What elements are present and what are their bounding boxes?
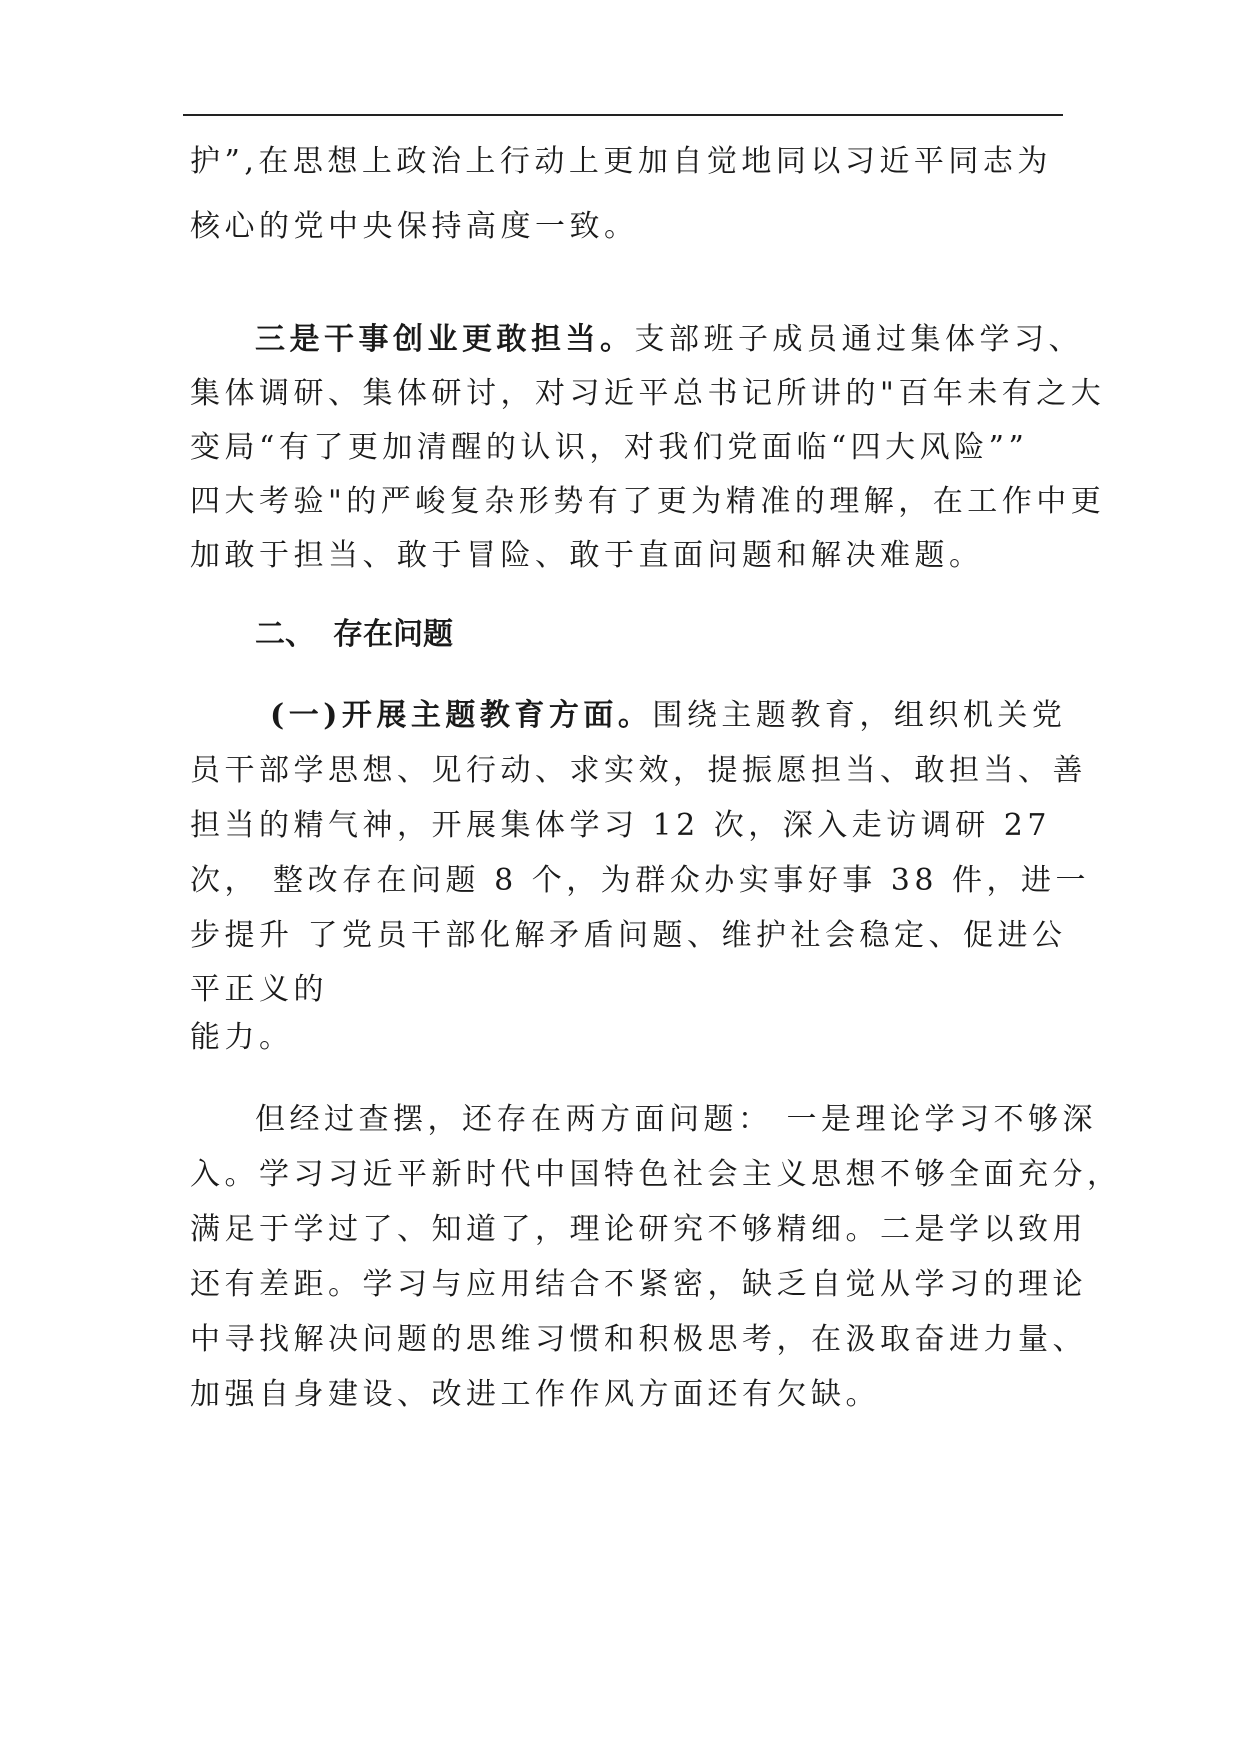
section-heading-title: 存在问题 — [333, 617, 453, 652]
section3-first-line — [255, 320, 1083, 360]
paragraph-line: 能力。 — [190, 1020, 294, 1055]
paragraph-line: 次， 整改存在问题 8 个，为群众办实事好事 38 件，进一 — [190, 863, 1090, 898]
paragraph-line: 中寻找解决问题的思维习惯和积极思考，在汲取奋进力量、 — [190, 1322, 1087, 1357]
paragraph-line: 加敢于担当、敢于冒险、敢于直面问题和解决难题。 — [190, 538, 984, 573]
paragraph-line: 四大考验"的严峻复杂形势有了更为精准的理解，在工作中更 — [190, 484, 1106, 519]
header-rule — [183, 114, 1063, 116]
paragraph-line: 变局“有了更加清醒的认识，对我们党面临“四大风险”” — [190, 430, 1029, 465]
paragraph-line: 员干部学思想、见行动、求实效，提振愿担当、敢担当、善 — [190, 753, 1087, 788]
paragraph-line: 还有差距。学习与应用结合不紧密，缺乏自觉从学习的理论 — [190, 1267, 1087, 1302]
paragraph-line: 集体调研、集体研讨，对习近平总书记所讲的"百年未有之大 — [190, 376, 1106, 411]
paragraph-line: 平正义的 — [190, 972, 328, 1007]
paragraph-line: 护”,在思想上政治上行动上更加自觉地同以习近平同志为 — [190, 144, 1052, 179]
paragraph-line: 入。学习习近平新时代中国特色社会主义思想不够全面充分， — [190, 1157, 1122, 1192]
paragraph-line: 核心的党中央保持高度一致。 — [190, 209, 639, 244]
item1-first-line — [270, 696, 1070, 736]
paragraph-line: 担当的精气神，开展集体学习 12 次，深入走访调研 27 — [190, 808, 1051, 843]
section3-title: 三是干事创业更敢担当。 — [255, 322, 635, 357]
paragraph-line: 步提升 了党员干部化解矛盾问题、维护社会稳定、促进公 — [190, 918, 1067, 953]
paragraph-line: 满足于学过了、知道了，理论研究不够精细。二是学以致用 — [190, 1212, 1087, 1247]
item1-title: (一)开展主题教育方面。 — [270, 698, 653, 733]
item1-first-text: 围绕主题教育，组织机关党 — [652, 698, 1067, 733]
problems-first-line: 但经过查摆，还存在两方面问题： 一是理论学习不够深 — [255, 1102, 1098, 1137]
paragraph-line: 加强自身建设、改进工作作风方面还有欠缺。 — [190, 1377, 880, 1412]
section-heading-number: 二、 — [255, 617, 315, 652]
section3-first-text: 支部班子成员通过集体学习、 — [634, 322, 1083, 357]
